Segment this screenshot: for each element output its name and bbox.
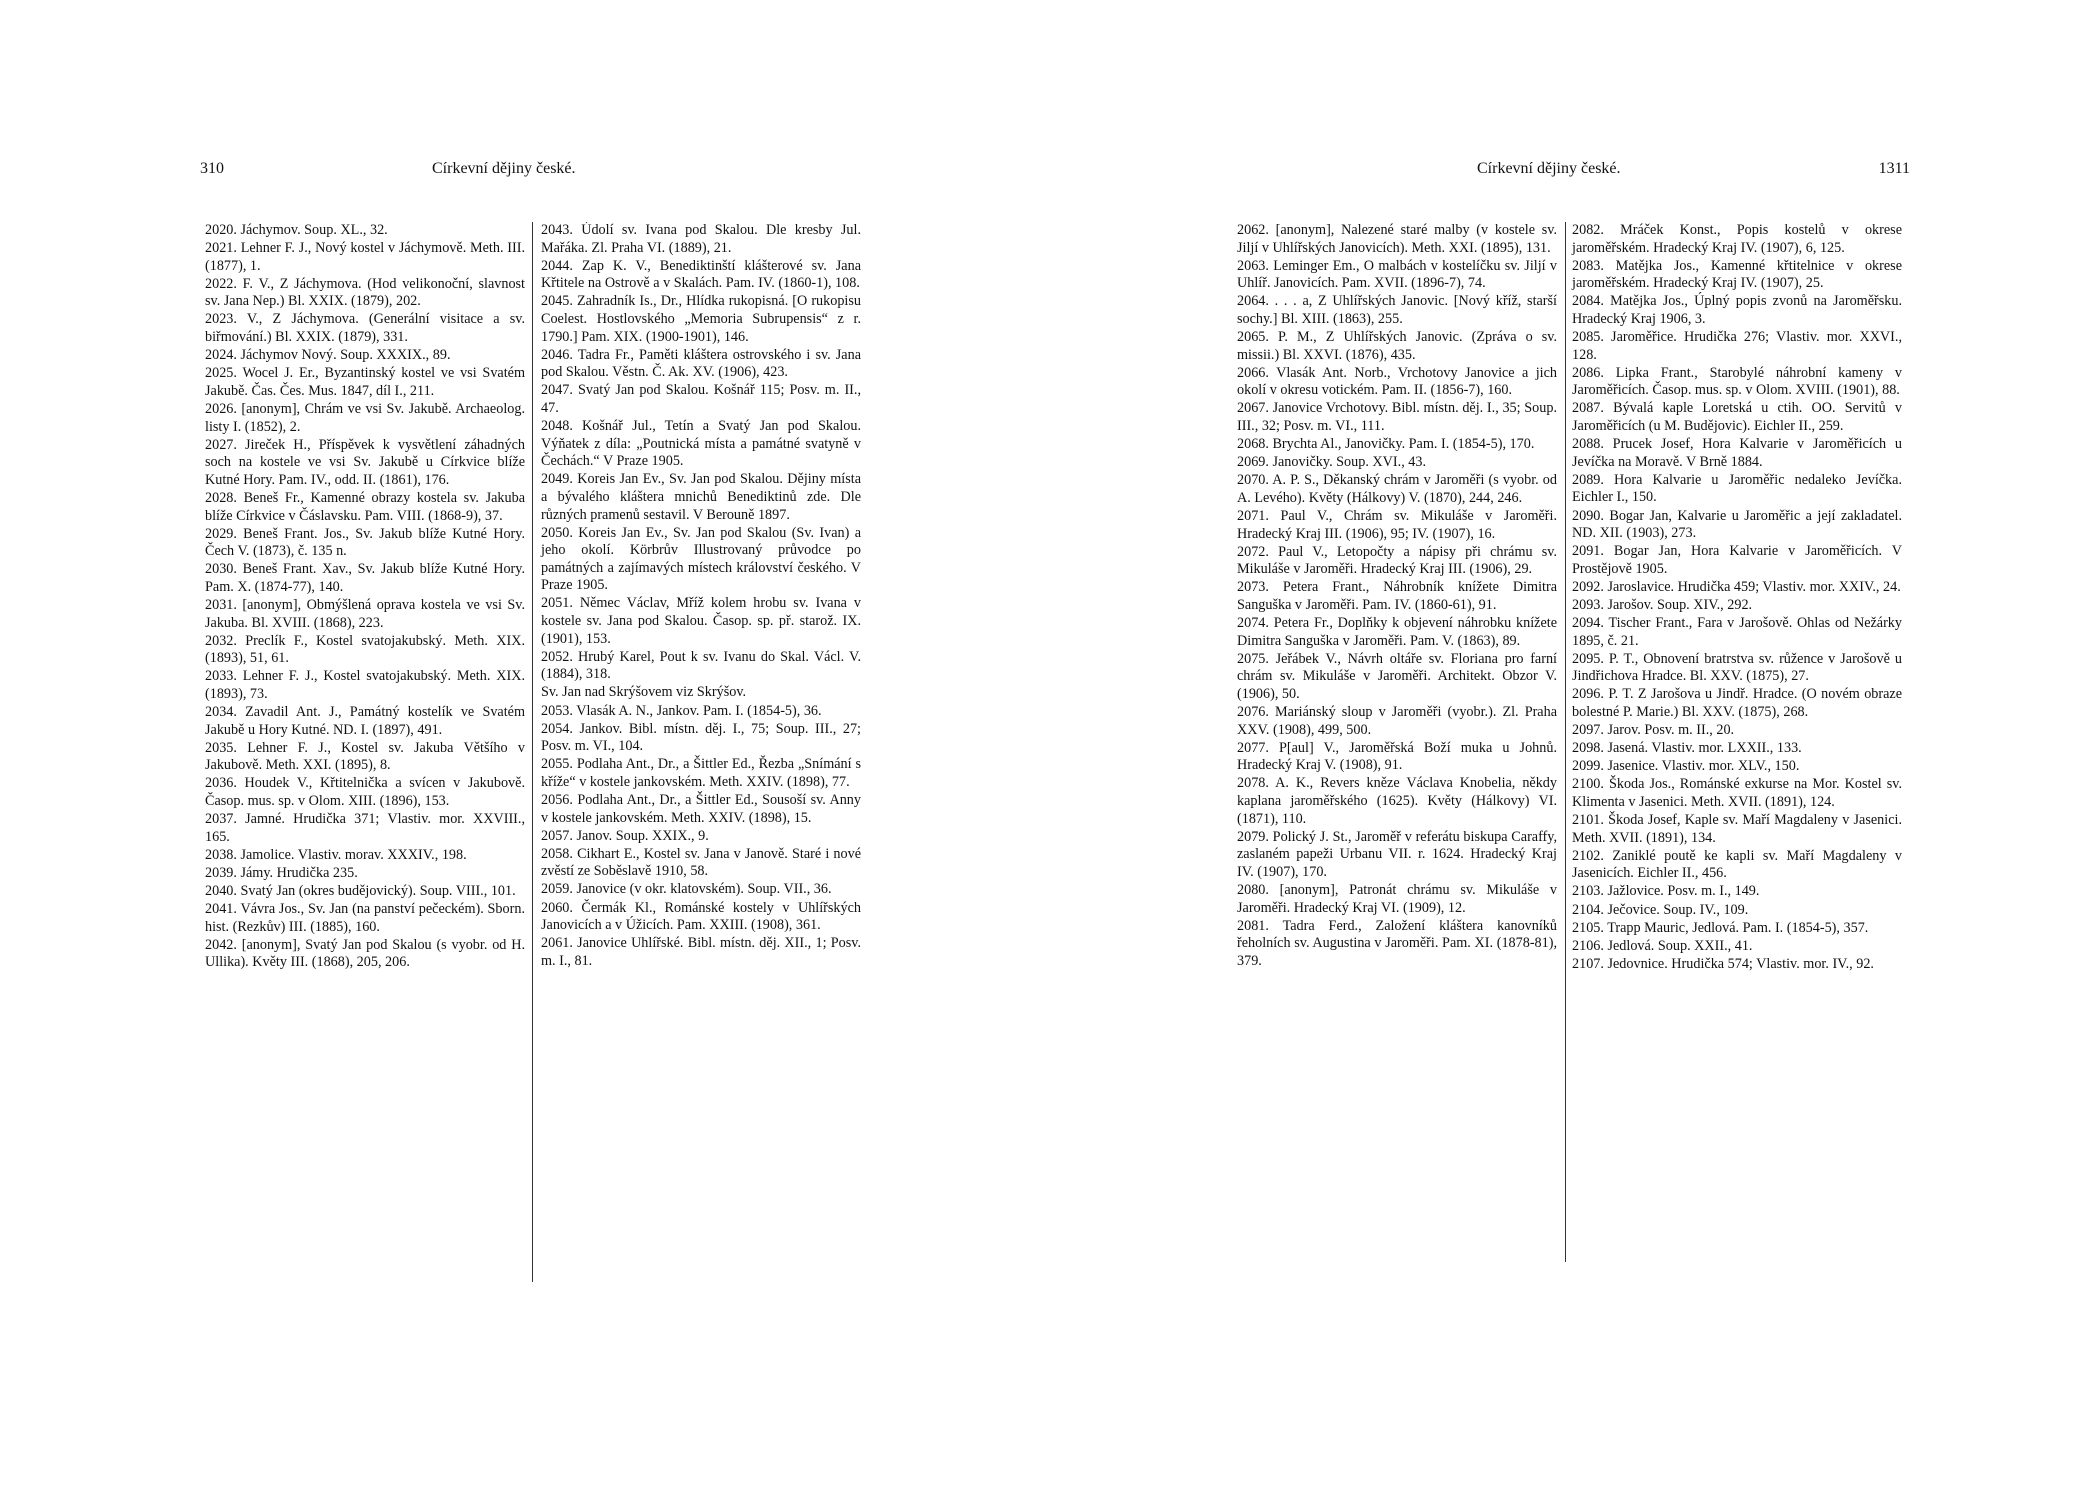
bibliography-entry: 2056. Podlaha Ant., Dr., a Šittler Ed., Sousoší sv. Anny v kostele jankovském. Meth. XXIV. (1898), 15. bbox=[541, 792, 861, 826]
bibliography-entry: 2021. Lehner F. J., Nový kostel v Jáchymově. Meth. III. (1877), 1. bbox=[205, 240, 525, 274]
bibliography-entry: 2090. Bogar Jan, Kalvarie u Jaroměřic a její zakladatel. ND. XII. (1903), 273. bbox=[1572, 507, 1902, 542]
bibliography-entry: 2036. Houdek V., Křtitelnička a svícen v Jakubově. Časop. mus. sp. v Olom. XIII. (1896), 153. bbox=[205, 775, 525, 809]
bibliography-entry: 2020. Jáchymov. Soup. XL., 32. bbox=[205, 222, 388, 238]
bibliography-entry: 2106. Jedlová. Soup. XXII., 41. bbox=[1572, 937, 1753, 954]
bibliography-entry: 2066. Vlasák Ant. Norb., Vrchotovy Janovice a jich okolí v okresu votickém. Pam. II. (1856-7), 160. bbox=[1237, 364, 1557, 399]
bibliography-entry: 2091. Bogar Jan, Hora Kalvarie v Jaroměřicích. V Prostějově 1905. bbox=[1572, 543, 1902, 577]
right-column-2 bbox=[1566, 222, 1902, 1262]
right-column-1 bbox=[1237, 222, 1566, 1262]
bibliography-entry: 2097. Jarov. Posv. m. II., 20. bbox=[1572, 722, 1735, 739]
bibliography-entry: 2074. Petera Fr., Doplňky k objevení náhrobku knížete Dimitra Sanguška v Jaroměři. Pam. V. (1863), 89. bbox=[1237, 615, 1557, 649]
bibliography-entry: 2047. Svatý Jan pod Skalou. Košnář 115; Posv. m. II., 47. bbox=[541, 382, 861, 416]
bibliography-entry: 2084. Matějka Jos., Úplný popis zvonů na Jaroměřsku. Hradecký Kraj 1906, 3. bbox=[1572, 293, 1902, 327]
bibliography-entry: 2078. A. K., Revers kněze Václava Knobelia, někdy kaplana jaroměřského (1625). Květy (Hálkovy) VI. (1871), 110. bbox=[1237, 775, 1557, 827]
bibliography-entry: 2030. Beneš Frant. Xav., Sv. Jakub blíže Kutné Hory. Pam. X. (1874-77), 140. bbox=[205, 561, 525, 595]
bibliography-entry: 2093. Jarošov. Soup. XIV., 292. bbox=[1572, 596, 1753, 613]
bibliography-entry: 2057. Janov. Soup. XXIX., 9. bbox=[541, 827, 709, 844]
bibliography-entry: 2067. Janovice Vrchotovy. Bibl. místn. děj. I., 35; Soup. III., 32; Posv. m. VI., 111. bbox=[1237, 400, 1557, 435]
bibliography-entry: 2031. [anonym], Obmýšlená oprava kostela ve vsi Sv. Jakuba. Bl. XVIII. (1868), 223. bbox=[205, 596, 525, 631]
bibliography-entry: 2075. Jeřábek V., Návrh oltáře sv. Floriana pro farní chrám sv. Mikuláše v Jaroměři. Architekt. Obzor V. (1906), 50. bbox=[1237, 650, 1557, 702]
left-column-1 bbox=[205, 222, 533, 1282]
right-page-header bbox=[1235, 160, 1910, 190]
bibliography-entry: 2092. Jaroslavice. Hrudička 459; Vlastiv. mor. XXIV., 24. bbox=[1572, 578, 1901, 595]
bibliography-entry: 2068. Brychta Al., Janovičky. Pam. I. (1854-5), 170. bbox=[1237, 436, 1535, 453]
bibliography-entry: 2062. [anonym], Nalezené staré malby (v kostele sv. Jiljí v Uhlířských Janovicích). Meth. XXI. (1895), 131. bbox=[1237, 222, 1557, 256]
bibliography-entry: 2049. Koreis Jan Ev., Sv. Jan pod Skalou. Dějiny místa a bývalého kláštera mnichů Benediktinů zde. Dle různých pramenů sestavil. V Berouně 1897. bbox=[541, 471, 861, 523]
bibliography-entry: 2026. [anonym], Chrám ve vsi Sv. Jakubě. Archaeolog. listy I. (1852), 2. bbox=[205, 400, 525, 435]
bibliography-entry: 2105. Trapp Mauric, Jedlová. Pam. I. (1854-5), 357. bbox=[1572, 919, 1869, 936]
bibliography-entry: 2099. Jasenice. Vlastiv. mor. XLV., 150. bbox=[1572, 758, 1800, 775]
bibliography-entry: 2048. Košnář Jul., Tetín a Svatý Jan pod Skalou. Výňatek z díla: „Poutnická místa a památné svatyně v Čechách.“ V Praze 1905. bbox=[541, 418, 861, 470]
bibliography-entry: 2044. Zap K. V., Benediktinští klášterové sv. Jana Křtitele na Ostrově a v Skalách. Pam. IV. (1860-1), 108. bbox=[541, 257, 861, 292]
bibliography-entry: 2060. Čermák Kl., Románské kostely v Uhlířských Janovicích a v Úžicích. Pam. XXIII. (1908), 361. bbox=[541, 899, 861, 934]
left-page bbox=[200, 160, 875, 1320]
bibliography-entry: 2076. Mariánský sloup v Jaroměři (vyobr.). Zl. Praha XXV. (1908), 499, 500. bbox=[1237, 704, 1557, 738]
bibliography-entry: 2089. Hora Kalvarie u Jaroměřic nedaleko Jevíčka. Eichler I., 150. bbox=[1572, 471, 1902, 506]
bibliography-entry: 2037. Jamné. Hrudička 371; Vlastiv. mor. XXVIII., 165. bbox=[205, 811, 525, 845]
bibliography-entry: 2095. P. T., Obnovení bratrstva sv. růžence v Jarošově u Jindřichova Hradce. Bl. XXV. (1875), 27. bbox=[1572, 650, 1902, 685]
bibliography-entry: 2063. Leminger Em., O malbách v kostelíčku sv. Jiljí v Uhlíř. Janovicích. Pam. XVII. (1896-7), 74. bbox=[1237, 257, 1557, 292]
bibliography-entry: 2027. Jireček H., Příspěvek k vysvětlení záhadných soch na kostele ve vsi Sv. Jakubě u Církvice blíže Kutné Hory. Pam. IV., odd. II. (1861), 176. bbox=[205, 436, 525, 488]
bibliography-entry: 2042. [anonym], Svatý Jan pod Skalou (s vyobr. od H. Ullika). Květy III. (1868), 205, 206. bbox=[205, 936, 525, 971]
bibliography-entry: 2103. Jažlovice. Posv. m. I., 149. bbox=[1572, 883, 1760, 900]
bibliography-entry: 2107. Jedovnice. Hrudička 574; Vlastiv. mor. IV., 92. bbox=[1572, 955, 1874, 972]
bibliography-entry: 2045. Zahradník Is., Dr., Hlídka rukopisná. [O rukopisu Coelest. Hostlovského „Memoria Subrupensis“ z r. 1790.] Pam. XIX. (1900-1901), 146. bbox=[541, 293, 861, 345]
bibliography-entry: 2100. Škoda Jos., Románské exkurse na Mor. Kostel sv. Klimenta v Jasenici. Meth. XVII. (1891), 124. bbox=[1572, 776, 1902, 810]
bibliography-entry: 2073. Petera Frant., Náhrobník knížete Dimitra Sanguška v Jaroměři. Pam. IV. (1860-61), 91. bbox=[1237, 579, 1557, 613]
left-page-header bbox=[200, 160, 875, 190]
bibliography-entry: 2024. Jáchymov Nový. Soup. XXXIX., 89. bbox=[205, 347, 451, 364]
bibliography-entry: 2061. Janovice Uhlířské. Bibl. místn. děj. XII., 1; Posv. m. I., 81. bbox=[541, 935, 861, 969]
bibliography-entry: 2085. Jaroměřice. Hrudička 276; Vlastiv. mor. XXVI., 128. bbox=[1572, 329, 1902, 363]
bibliography-entry: 2072. Paul V., Letopočty a nápisy při chrámu sv. Mikuláše v Jaroměři. Hradecký Kraj III. (1906), 29. bbox=[1237, 543, 1557, 578]
bibliography-entry: 2033. Lehner F. J., Kostel svatojakubský. Meth. XIX. (1893), 73. bbox=[205, 668, 525, 702]
bibliography-entry: 2094. Tischer Frant., Fara v Jarošově. Ohlas od Nežárky 1895, č. 21. bbox=[1572, 615, 1902, 649]
bibliography-entry: 2077. P[aul] V., Jaroměřská Boží muka u Johnů. Hradecký Kraj V. (1908), 91. bbox=[1237, 739, 1557, 774]
right-page-columns bbox=[1235, 222, 1910, 1262]
bibliography-entry: 2022. F. V., Z Jáchymova. (Hod velikonoční, slavnost sv. Jana Nep.) Bl. XXIX. (1879), 202. bbox=[205, 275, 525, 310]
bibliography-entry: 2064. . . . a, Z Uhlířských Janovic. [Nový kříž, starší sochy.] Bl. XIII. (1863), 255. bbox=[1237, 293, 1557, 327]
running-title: Církevní dějiny české. bbox=[1477, 160, 1621, 177]
page-number: 1311 bbox=[1878, 160, 1910, 177]
left-page-columns bbox=[200, 222, 875, 1282]
bibliography-entry: 2040. Svatý Jan (okres budějovický). Soup. VIII., 101. bbox=[205, 882, 516, 899]
bibliography-entry: 2071. Paul V., Chrám sv. Mikuláše v Jaroměři. Hradecký Kraj III. (1906), 95; IV. (1907), 16. bbox=[1237, 508, 1557, 542]
bibliography-entry: 2080. [anonym], Patronát chrámu sv. Mikuláše v Jaroměři. Hradecký Kraj VI. (1909), 12. bbox=[1237, 881, 1557, 916]
bibliography-entry: 2098. Jasená. Vlastiv. mor. LXXII., 133. bbox=[1572, 740, 1802, 757]
bibliography-entry: 2055. Podlaha Ant., Dr., a Šittler Ed., Řezba „Snímání s kříže“ v kostele jankovském. Meth. XXIV. (1898), 77. bbox=[541, 756, 861, 790]
bibliography-entry: 2083. Matějka Jos., Kamenné křtitelnice v okrese jaroměřském. Hradecký Kraj IV. (1907), 25. bbox=[1572, 257, 1902, 292]
page-number: 310 bbox=[200, 160, 224, 177]
bibliography-entry: 2023. V., Z Jáchymova. (Generální visitace a sv. biřmování.) Bl. XXIX. (1879), 331. bbox=[205, 311, 525, 346]
bibliography-entry: 2029. Beneš Frant. Jos., Sv. Jakub blíže Kutné Hory. Čech V. (1873), č. 135 n. bbox=[205, 525, 525, 560]
bibliography-entry: 2032. Preclík F., Kostel svatojakubský. Meth. XIX. (1893), 51, 61. bbox=[205, 632, 525, 667]
bibliography-entry: 2025. Wocel J. Er., Byzantinský kostel ve vsi Svatém Jakubě. Čas. Čes. Mus. 1847, díl I., 211. bbox=[205, 365, 525, 399]
bibliography-entry: 2051. Němec Václav, Mříž kolem hrobu sv. Ivana v kostele sv. Jana pod Skalou. Časop. sp. př. starož. IX. (1901), 153. bbox=[541, 595, 861, 647]
bibliography-entry: 2052. Hrubý Karel, Pout k sv. Ivanu do Skal. Václ. V. (1884), 318. bbox=[541, 648, 861, 683]
left-column-2 bbox=[533, 222, 861, 1282]
bibliography-entry: 2046. Tadra Fr., Paměti kláštera ostrovského i sv. Jana pod Skalou. Věstn. Č. Ak. XV. (1906), 423. bbox=[541, 346, 861, 381]
bibliography-entry: 2069. Janovičky. Soup. XVI., 43. bbox=[1237, 454, 1427, 471]
bibliography-entry: 2088. Prucek Josef, Hora Kalvarie v Jaroměřicích u Jevíčka na Moravě. V Brně 1884. bbox=[1572, 436, 1902, 470]
bibliography-entry: 2038. Jamolice. Vlastiv. morav. XXXIV., 198. bbox=[205, 846, 467, 863]
bibliography-entry: 2035. Lehner F. J., Kostel sv. Jakuba Většího v Jakubově. Meth. XXI. (1895), 8. bbox=[205, 739, 525, 774]
bibliography-entry: 2028. Beneš Fr., Kamenné obrazy kostela sv. Jakuba blíže Církvice v Čáslavsku. Pam. VIII. (1868-9), 37. bbox=[205, 489, 525, 524]
bibliography-entry: 2034. Zavadil Ant. J., Památný kostelík ve Svatém Jakubě u Hory Kutné. ND. I. (1897), 491. bbox=[205, 704, 525, 738]
bibliography-entry: 2096. P. T. Z Jarošova u Jindř. Hradce. (O novém obraze bolestné P. Marie.) Bl. XXV. (1875), 268. bbox=[1572, 686, 1902, 721]
bibliography-entry: 2082. Mráček Konst., Popis kostelů v okrese jaroměřském. Hradecký Kraj IV. (1907), 6, 125. bbox=[1572, 222, 1902, 256]
bibliography-entry: 2053. Vlasák A. N., Jankov. Pam. I. (1854-5), 36. bbox=[541, 702, 822, 719]
bibliography-entry: Sv. Jan nad Skrýšovem viz Skrýšov. bbox=[541, 684, 747, 701]
bibliography-entry: 2081. Tadra Ferd., Založení kláštera kanovníků řeholních sv. Augustina v Jaroměři. Pam. XI. (1878-81), 379. bbox=[1237, 917, 1557, 969]
bibliography-entry: 2079. Polický J. St., Jaroměř v referátu biskupa Caraffy, zaslaném papeži Urbanu VII. r. 1624. Hradecký Kraj IV. (1907), 170. bbox=[1237, 828, 1557, 880]
bibliography-entry: 2039. Jámy. Hrudička 235. bbox=[205, 864, 358, 881]
bibliography-entry: 2043. Údolí sv. Ivana pod Skalou. Dle kresby Jul. Mařáka. Zl. Praha VI. (1889), 21. bbox=[541, 222, 861, 256]
bibliography-entry: 2087. Bývalá kaple Loretská u ctih. OO. Servitů v Jaroměřicích (u M. Budějovic). Eichler II., 259. bbox=[1572, 400, 1902, 435]
bibliography-entry: 2050. Koreis Jan Ev., Sv. Jan pod Skalou (Sv. Ivan) a jeho okolí. Körbrův Illustrovaný průvodce po památných a zajímavých místech království českého. V Praze 1905. bbox=[541, 524, 861, 594]
bibliography-entry: 2086. Lipka Frant., Starobylé náhrobní kameny v Jaroměřicích. Časop. mus. sp. v Olom. XVIII. (1901), 88. bbox=[1572, 364, 1902, 399]
running-title: Církevní dějiny české. bbox=[432, 160, 576, 177]
bibliography-entry: 2102. Zaniklé poutě ke kapli sv. Maří Magdaleny v Jasenicích. Eichler II., 456. bbox=[1572, 847, 1902, 882]
bibliography-entry: 2058. Cikhart E., Kostel sv. Jana v Janově. Staré i nové zvěstí ze Soběslavě 1910, 58. bbox=[541, 845, 861, 880]
right-page bbox=[1235, 160, 1910, 1320]
bibliography-entry: 2065. P. M., Z Uhlířských Janovic. (Zpráva o sv. missii.) Bl. XXVI. (1876), 435. bbox=[1237, 329, 1557, 363]
bibliography-entry: 2104. Ječovice. Soup. IV., 109. bbox=[1572, 901, 1749, 918]
bibliography-entry: 2070. A. P. S., Děkanský chrám v Jaroměři (s vyobr. od A. Levého). Květy (Hálkovy) V. (1870), 244, 246. bbox=[1237, 472, 1557, 506]
bibliography-entry: 2101. Škoda Josef, Kaple sv. Maří Magdaleny v Jasenici. Meth. XVII. (1891), 134. bbox=[1572, 812, 1902, 846]
bibliography-entry: 2054. Jankov. Bibl. místn. děj. I., 75; Soup. III., 27; Posv. m. VI., 104. bbox=[541, 720, 861, 755]
bibliography-entry: 2041. Vávra Jos., Sv. Jan (na panství pečeckém). Sborn. hist. (Rezkův) III. (1885), 160. bbox=[205, 901, 525, 935]
bibliography-entry: 2059. Janovice (v okr. klatovském). Soup. VII., 36. bbox=[541, 881, 832, 898]
